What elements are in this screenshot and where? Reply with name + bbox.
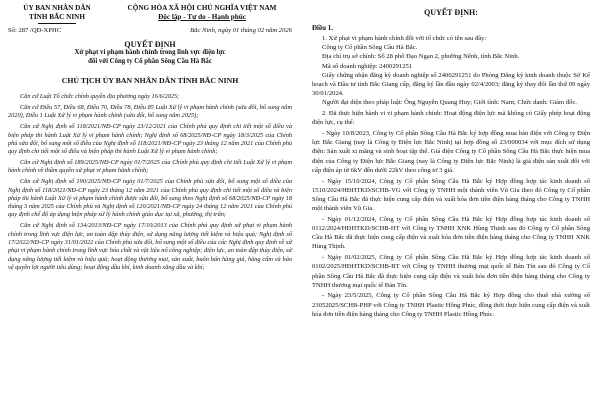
- body-paragraph: Giấy chứng nhận đăng ký doanh nghiệp số 2400291251 do Phòng Đăng ký kinh doanh thuộc Sở Kế hoạch và Đầu tư tỉnh Bắc Giang cấp, đăng ký lần đầu ngày 02/4/2003; đăng ký thay đổi lần thứ 09 ngày 30/01/2024.: [312, 71, 590, 98]
- issuing-authority: CHỦ TỊCH ỦY BAN NHÂN DÂN TỈNH BẮC NINH: [61, 76, 239, 86]
- agency-line2: TỈNH BẮC NINH: [29, 13, 85, 21]
- body-paragraph: - Ngày 01/02/2025, Công ty Cổ phần Sông Cầu Hà Bắc ký Hợp đồng hợp tác kinh doanh số 0102/2025/HĐHTKD/SCHB-BT với Công ty TNHH thương mại quốc tế Bản Tín sau đó Công ty Cổ phần Sông Cầu Hà Bắc đã thực hiện cung cấp điện và xuất hóa đơn tiền điện hàng tháng cho Công ty TNHH thương mại quốc tế Bản Tín.: [312, 254, 590, 289]
- decision-heading: QUYẾT ĐỊNH:: [424, 8, 478, 17]
- basis-paragraph: Căn cứ Nghị định số 134/2013/NĐ-CP ngày 17/10/2013 của Chính phủ quy định xử phạt vi phạm hành chính trong lĩnh vực điện lực, an toàn đập thủy điện, sử dụng năng lượng tiết kiệm và hiệu quả; Nghị định số 17/2022/NĐ-CP ngày 31/01/2022 của Chính phủ sửa đổi, bổ sung một số điều của các Nghị định quy định về xử phạt vi phạm hành chính trong lĩnh vực hóa chất và vật liệu nổ công nghiệp; điện lực, an toàn đập thủy điện, sử dụng năng lượng tiết kiệm và hiệu quả; hoạt động thương mại, sản xuất, buôn bán hàng giả, hàng cấm và bảo vệ quyền lợi người tiêu dùng; hoạt động dầu khí, kinh doanh xăng dầu và khí;: [8, 222, 292, 271]
- legal-basis: [8, 93, 292, 272]
- basis-paragraph: Căn cứ Điều 57, Điều 68, Điều 70, Điều 78, Điều 85 Luật Xử lý vi phạm hành chính (sửa đổi, bổ sung năm 2020), Điều 1 Luật Xử lý vi phạm hành chính (sửa đổi, bổ sung năm 2025);: [8, 104, 292, 120]
- document-header: [8, 4, 292, 24]
- body-paragraph: Công ty Cổ phần Sông Cầu Hà Bắc.: [322, 44, 418, 52]
- decision-subtitle-line1: Xử phạt vi phạm hành chính trong lĩnh vực điện lực: [74, 49, 226, 56]
- basis-paragraph: Căn cứ Nghị định số 118/2021/NĐ-CP ngày 23/12/2021 của Chính phủ quy định chi tiết một số điều và biện pháp thi hành Luật Xử lý vi phạm hành chính; Nghị định số 68/2025/NĐ-CP ngày 18/3/2025 của Chính phủ sửa đổi, bổ sung một số điều của Nghị định số 118/2021/NĐ-CP ngày 23 tháng 12 năm 2021 của Chính phủ quy định chi tiết một số điều và biện pháp thi hành Luật Xử lý vi phạm hành chính;: [8, 123, 292, 156]
- country-name: CỘNG HÒA XÃ HỘI CHỦ NGHĨA VIỆT NAM: [127, 4, 277, 12]
- issuing-agency: [8, 4, 106, 24]
- national-motto: Độc lập - Tự do - Hạnh phúc: [158, 13, 246, 21]
- basis-paragraph: Căn cứ Nghị định số 190/2025/NĐ-CP ngày 01/7/2025 của Chính phủ sửa đổi, bổ sung một số điều của Nghị định số 118/2021/NĐ-CP ngày 23 tháng 12 năm 2021 của Chính phủ quy định chi tiết một số điều và biện pháp thi hành Luật Xử lý vi phạm hành chính được sửa đổi, bổ sung theo Nghị định số 68/2025/NĐ-CP ngày 18 tháng 3 năm 2025 của Chính phủ và Nghị định số 120/2021/NĐ-CP ngày 24 tháng 12 năm 2021 của Chính phủ quy định chế độ áp dụng biện pháp xử lý hành chính giáo dục tại xã, phường, thị trấn;: [8, 178, 292, 219]
- body-paragraph: - Ngày 10/8/2023, Công ty Cổ phần Sông Cầu Hà Bắc ký hợp đồng mua bán điện với Công ty Điện lực Bắc Giang (nay là Công ty Điện lực Bắc Ninh) tại hợp đồng số 23/000034 với mục đích sử dụng điện: Sản xuất xi măng và sinh hoạt tập thể. Giá điện Công ty Cổ phần Sông Cầu Hà Bắc thực hiện mua điện của Công ty Điện lực Bắc Giang (nay là Công ty Điện lực Bắc Ninh) là giá điện sản xuất đối với cấp điện áp từ 6kV đến dưới 22kV theo công tơ 3 giá.: [312, 130, 590, 174]
- right-page: [300, 0, 600, 400]
- agency-underline: [38, 23, 76, 24]
- body-paragraph: - Ngày 15/10/2024, Công ty Cổ phần Sông Cầu Hà Bắc ký Hợp đồng hợp tác kinh doanh số 1510/2024/HĐHTKD/SCHB-VG với Công ty TNHH một thành viên Vũ Gia theo đó Công ty Cổ phần Sông Cầu Hà Bắc đã thực hiện cung cấp điện và xuất hóa đơn tiền điện hàng tháng cho Công ty TNHH một thành viên Vũ Gia.: [312, 177, 590, 213]
- article-body: [312, 34, 590, 319]
- agency-line1: ỦY BAN NHÂN DÂN: [23, 4, 91, 12]
- document-date: Bắc Ninh, ngày 01 tháng 02 năm 2026: [190, 27, 292, 34]
- body-paragraph: Địa chỉ trụ sở chính: Số 28 phố Đạo Ngạn 2, phường Nếnh, tỉnh Bắc Ninh.: [322, 53, 520, 61]
- basis-paragraph: Căn cứ Nghị định số 189/2025/NĐ-CP ngày 01/7/2025 của Chính phủ quy định chi tiết Luật Xử lý vi phạm hành chính về thẩm quyền xử phạt vi phạm hành chính;: [8, 159, 292, 175]
- article-heading: Điều 1.: [312, 24, 333, 32]
- document-number: Số: 287 /QĐ-XPHC: [8, 27, 62, 34]
- body-paragraph: Người đại diện theo pháp luật: Ông Nguyễn Quang Huy; Giới tính: Nam; Chức danh: Giám đốc.: [322, 99, 577, 107]
- national-heading: [112, 4, 292, 22]
- basis-paragraph: Căn cứ Luật Tổ chức chính quyền địa phương ngày 16/6/2025;: [20, 93, 180, 101]
- decision-title: QUYẾT ĐỊNH: [124, 40, 176, 49]
- body-paragraph: 2. Đã thực hiện hành vi vi phạm hành chính: Hoạt động điện lực mà không có Giấy phép hoạt động điện lực, cụ thể:: [312, 110, 590, 127]
- body-paragraph: - Ngày 23/5/2025, Công ty Cổ phần Sông Cầu Hà Bắc ký Hợp đồng cho thuê nhà xưởng số 23052025/SCHB-PHP với Công ty TNHH Plastic Hồng Phúc, đồng thời thực hiện cung cấp điện và xuất hóa đơn tiền điện hàng tháng cho Công ty TNHH Plastic Hồng Phúc.: [312, 292, 590, 318]
- decision-subtitle-line2: đối với Công ty Cổ phần Sông Cầu Hà Bắc: [88, 57, 212, 65]
- body-paragraph: Mã số doanh nghiệp: 2400291251: [322, 62, 413, 70]
- body-paragraph: - Ngày 01/12/2024, Công ty Cổ phần Sông Cầu Hà Bắc ký Hợp đồng hợp tác kinh doanh số 0112/2024/HĐHTKD/SCHB-HT với Công ty TNHH XNK Hùng Thịnh sau đó Công ty Cổ phần Sông Cầu Hà Bắc đã thực hiện cung cấp điện và xuất hóa đơn tiền điện hàng tháng cho Công ty TNHH XNK Hùng Thịnh.: [312, 215, 590, 251]
- document-meta: [8, 27, 292, 34]
- body-paragraph: 1. Xử phạt vi phạm hành chính đối với tổ chức có tên sau đây:: [322, 35, 487, 42]
